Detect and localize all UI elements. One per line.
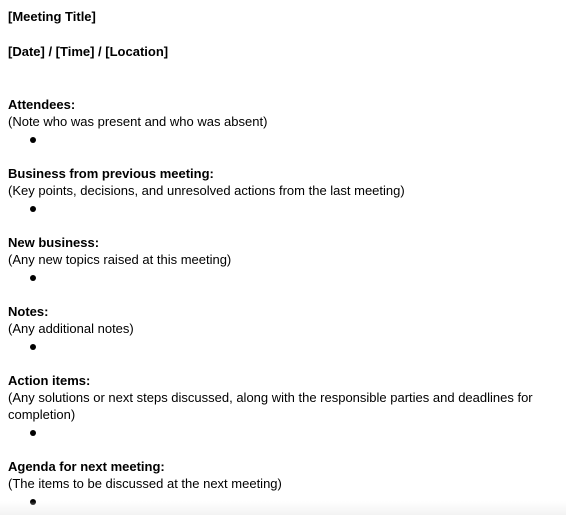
bullet-list <box>8 337 558 354</box>
section-previous-business <box>8 165 558 216</box>
section-description: (Key points, decisions, and unresolved actions from the last meeting) <box>8 183 405 198</box>
bullet-item[interactable] <box>30 199 558 216</box>
section-heading: New business: <box>8 235 100 250</box>
section-heading: Business from previous meeting: <box>8 166 214 181</box>
bullet-list <box>8 199 558 216</box>
spacer <box>8 60 558 78</box>
section-attendees <box>8 96 558 147</box>
section-action-items <box>8 372 558 440</box>
section-description: (Any solutions or next steps discussed, along with the responsible parties and deadlines for completion) <box>8 390 533 422</box>
bullet-item[interactable] <box>30 423 558 440</box>
section-heading: Notes: <box>8 304 49 319</box>
section-description: (Any new topics raised at this meeting) <box>8 252 232 267</box>
section-heading: Attendees: <box>8 97 76 112</box>
section-description: (The items to be discussed at the next meeting) <box>8 476 282 491</box>
document-body <box>8 8 558 509</box>
bullet-item[interactable] <box>30 130 558 147</box>
page-bottom-fade <box>0 501 566 515</box>
section-new-business <box>8 234 558 285</box>
section-notes <box>8 303 558 354</box>
section-heading: Action items: <box>8 373 91 388</box>
bullet-list <box>8 268 558 285</box>
spacer <box>8 25 558 43</box>
meeting-title: [Meeting Title] <box>8 9 96 24</box>
meeting-meta: [Date] / [Time] / [Location] <box>8 44 169 59</box>
bullet-list <box>8 130 558 147</box>
bullet-item[interactable] <box>30 337 558 354</box>
bullet-list <box>8 423 558 440</box>
section-description: (Note who was present and who was absent) <box>8 114 268 129</box>
section-heading: Agenda for next meeting: <box>8 459 165 474</box>
section-description: (Any additional notes) <box>8 321 134 336</box>
bullet-item[interactable] <box>30 268 558 285</box>
